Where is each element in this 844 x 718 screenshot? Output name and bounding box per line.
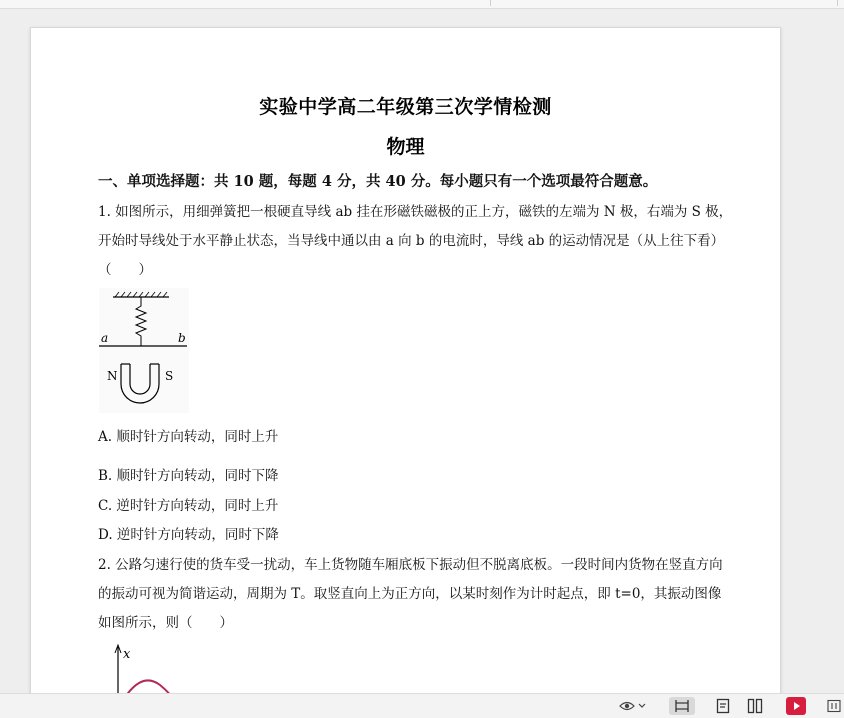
document-subject: 物理 [386,136,425,158]
q1-option-b: B. 顺时针方向转动，同时下降 [98,468,279,484]
q2-line-1: 2. 公路匀速行使的货车受一扰动，车上货物随车厢底板下振动但不脱离底板。一段时间内货物在竖直方向 [98,557,723,573]
q1-line-2: 开始时导线处于水平静止状态，当导线中通以由 a 向 b 的电流时，导线 ab 的运动情况是（从上往下看） [98,233,725,249]
figure-background [99,288,189,413]
two-page-button[interactable] [742,697,768,715]
q2-line-3: 如图所示，则（ ） [98,615,233,631]
label-n-pole: N [107,369,118,383]
chevron-down-icon [639,704,645,707]
top-toolbar-strip [0,0,844,9]
single-page-button[interactable] [710,697,736,715]
q1-line-3: （ ） [98,262,152,278]
q1-option-c: C. 逆时针方向转动，同时上升 [98,498,279,514]
section-heading: 一、单项选择题：共 10 题，每题 4 分，共 40 分。每小题只有一个选项最符合题意。 [98,173,658,190]
q1-figure-magnet [99,288,189,413]
q1-line-1: 1. 如图所示，用细弹簧把一根硬直导线 ab 挂在形磁铁磁极的正上方，磁铁的左端为 N 极，右端为 S 极， [98,204,733,220]
eye-icon [620,703,634,710]
toolbar-separator [490,0,491,6]
label-s-pole: S [165,369,174,383]
more-button[interactable] [826,697,842,715]
play-slideshow-button[interactable] [785,697,807,715]
two-page-icon [747,698,763,714]
fit-width-button[interactable] [669,697,695,715]
single-page-icon [716,698,730,714]
more-icon [827,699,841,713]
document-page [30,27,781,709]
label-a: a [101,331,109,345]
view-mode-button[interactable] [618,697,648,715]
toolbar-separator [837,0,838,6]
label-b: b [178,331,186,345]
q2-line-2: 的振动可视为简谐运动，周期为 T。取竖直向上为正方向，以某时刻作为计时起点，即 t=0，其振动图像 [98,586,722,602]
fit-width-icon [674,699,690,713]
play-icon [786,697,806,715]
document-title: 实验中学高二年级第三次学情检测 [259,96,552,118]
q1-option-a: A. 顺时针方向转动，同时上升 [98,429,279,445]
status-bar [0,693,844,718]
axis-label-x: x [123,647,131,662]
q1-option-d: D. 逆时针方向转动，同时下降 [98,527,279,543]
